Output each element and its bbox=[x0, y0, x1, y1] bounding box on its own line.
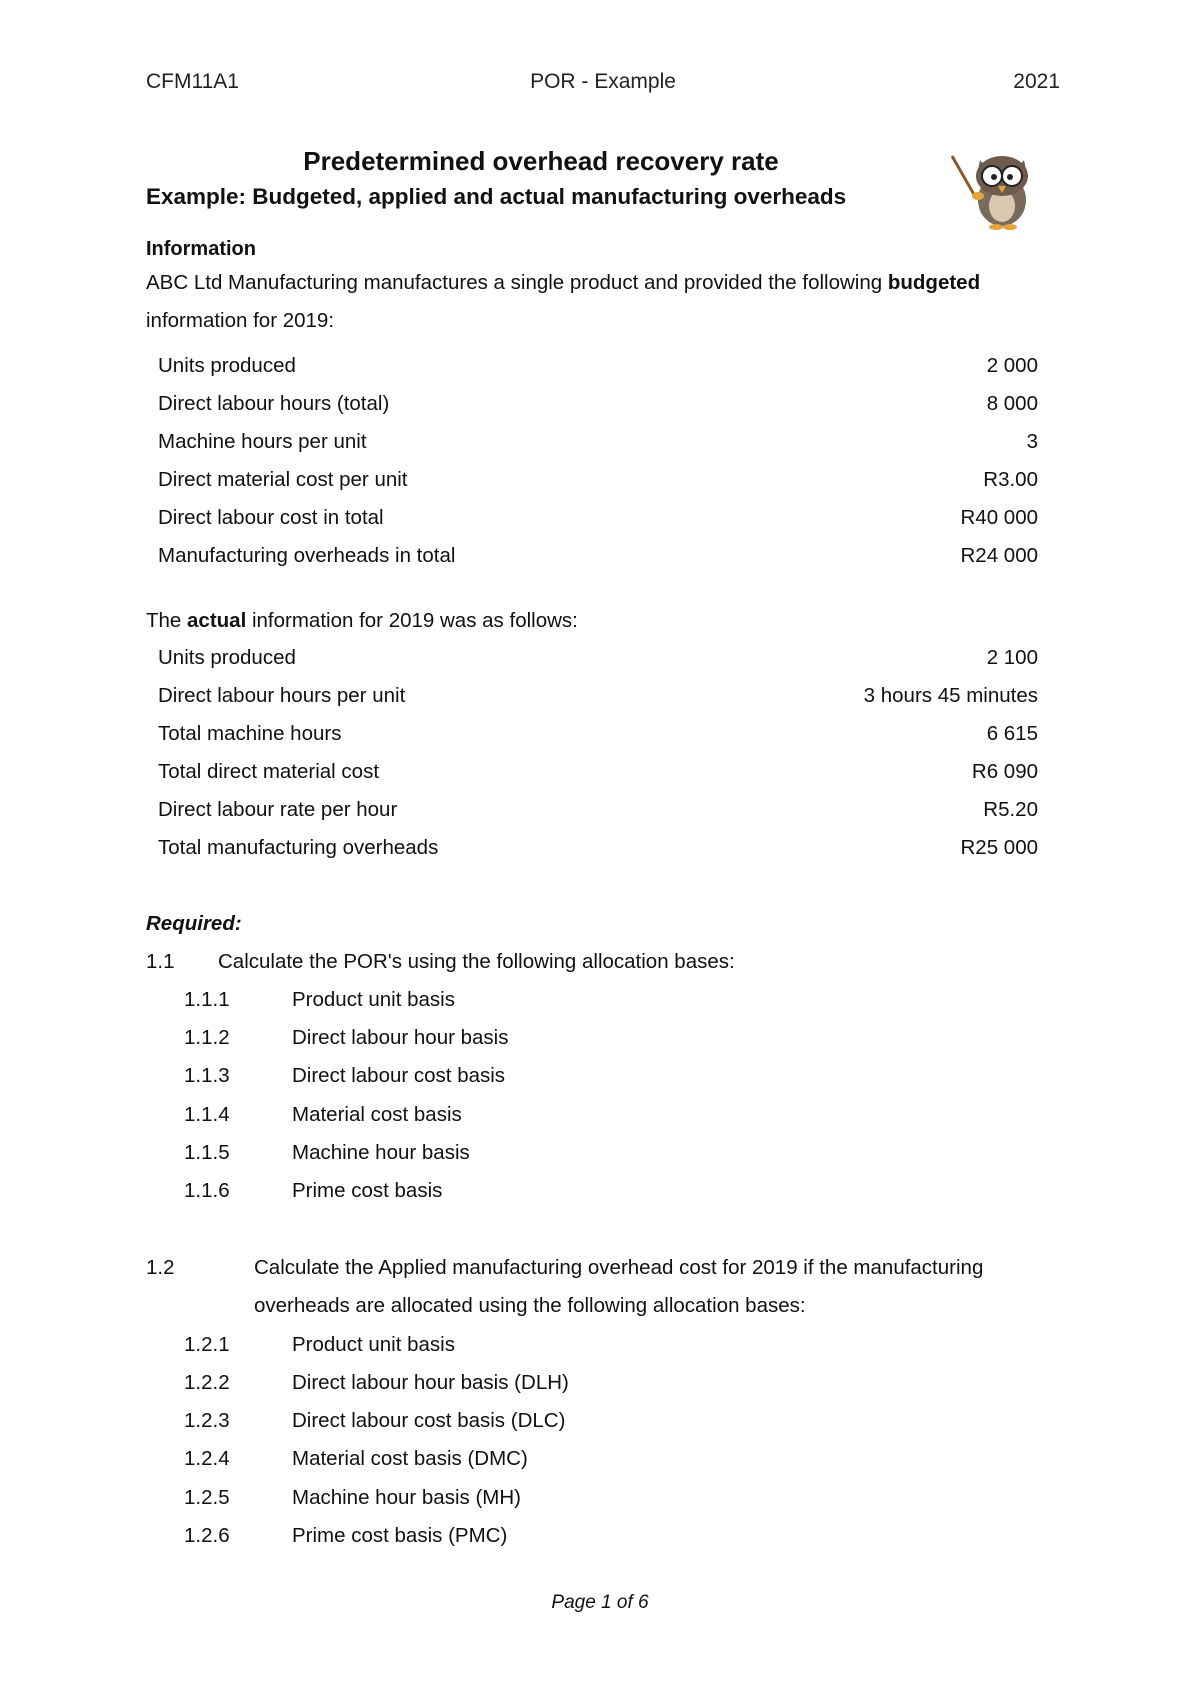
information-heading: Information bbox=[146, 238, 256, 260]
owl-teacher-icon bbox=[950, 146, 1044, 232]
list-item: 1.1.4 Material cost basis bbox=[184, 1103, 462, 1126]
list-item: 1.1.5 Machine hour basis bbox=[184, 1141, 470, 1164]
table-row: Units produced 2 100 bbox=[158, 646, 1038, 669]
list-item: 1.2.4 Material cost basis (DMC) bbox=[184, 1447, 528, 1470]
table-row: Manufacturing overheads in total R24 000 bbox=[158, 544, 1038, 567]
header-document-name: POR - Example bbox=[530, 70, 676, 93]
list-item: 1.1.2 Direct labour hour basis bbox=[184, 1026, 509, 1049]
table-row: Total manufacturing overheads R25 000 bbox=[158, 836, 1038, 859]
table-row: Direct labour cost in total R40 000 bbox=[158, 506, 1038, 529]
list-item: 1.1.1 Product unit basis bbox=[184, 988, 455, 1011]
page-subtitle: Example: Budgeted, applied and actual manufacturing overheads bbox=[146, 184, 847, 209]
table-row: Units produced 2 000 bbox=[158, 354, 1038, 377]
table-row: Direct labour hours per unit 3 hours 45 minutes bbox=[158, 684, 1038, 707]
list-item: 1.2.2 Direct labour hour basis (DLH) bbox=[184, 1371, 569, 1394]
table-row: Direct labour hours (total) 8 000 bbox=[158, 392, 1038, 415]
table-row: Total machine hours 6 615 bbox=[158, 722, 1038, 745]
table-row: Direct material cost per unit R3.00 bbox=[158, 468, 1038, 491]
page-title: Predetermined overhead recovery rate bbox=[303, 146, 779, 176]
page-header bbox=[146, 70, 1060, 100]
question-1-2: 1.2 Calculate the Applied manufacturing overhead cost for 2019 if the manufacturing overheads are allocated using the following allocation bases: bbox=[146, 1256, 984, 1317]
required-heading: Required: bbox=[146, 912, 242, 935]
intro-paragraph: ABC Ltd Manufacturing manufactures a single product and provided the following budgeted information for 2019: bbox=[146, 271, 981, 332]
page-number: Page 1 of 6 bbox=[551, 1592, 649, 1613]
header-course-code: CFM11A1 bbox=[146, 70, 239, 93]
list-item: 1.1.6 Prime cost basis bbox=[184, 1179, 443, 1202]
table-row: Direct labour rate per hour R5.20 bbox=[158, 798, 1038, 821]
actual-intro: The actual information for 2019 was as follows: bbox=[146, 609, 578, 632]
header-year: 2021 bbox=[1013, 70, 1060, 93]
list-item: 1.2.6 Prime cost basis (PMC) bbox=[184, 1524, 508, 1547]
list-item: 1.2.3 Direct labour cost basis (DLC) bbox=[184, 1409, 566, 1432]
list-item: 1.2.5 Machine hour basis (MH) bbox=[184, 1486, 521, 1509]
list-item: 1.2.1 Product unit basis bbox=[184, 1333, 455, 1356]
table-row: Total direct material cost R6 090 bbox=[158, 760, 1038, 783]
table-row: Machine hours per unit 3 bbox=[158, 430, 1038, 453]
question-1-1: 1.1 Calculate the POR's using the following allocation bases: bbox=[146, 950, 735, 973]
list-item: 1.1.3 Direct labour cost basis bbox=[184, 1064, 506, 1087]
